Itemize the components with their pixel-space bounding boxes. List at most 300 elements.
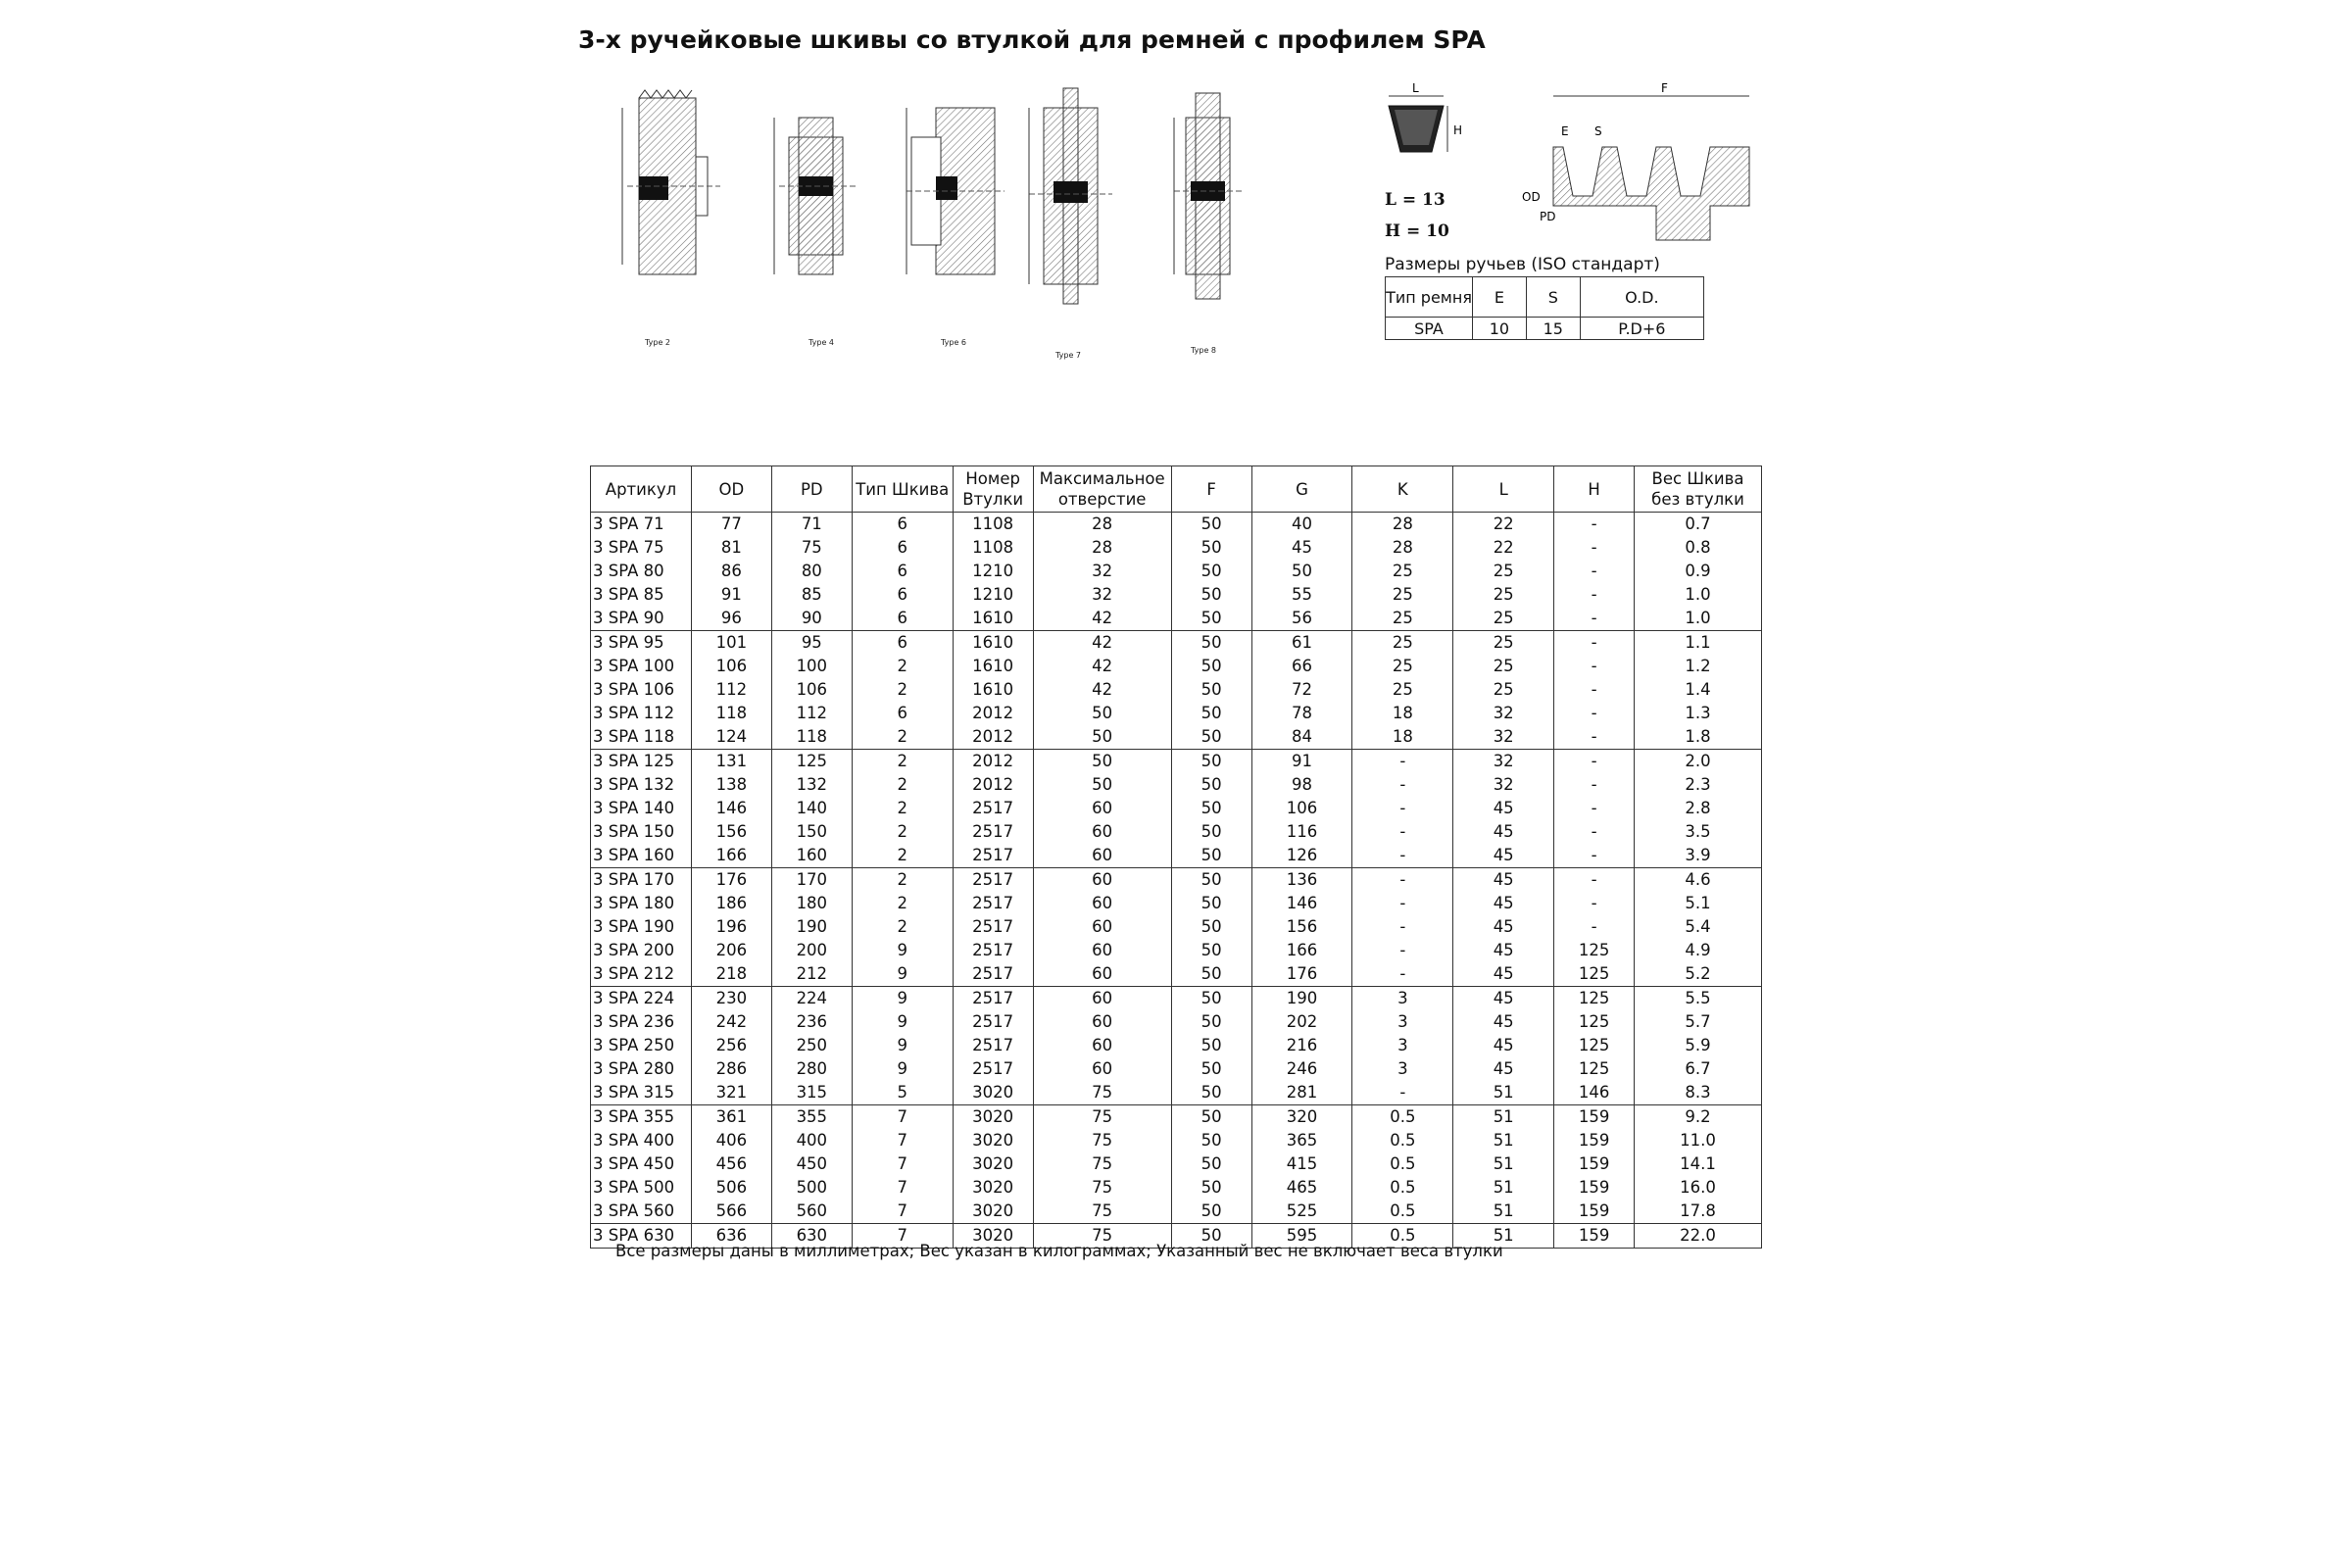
table-cell: 5.7 [1635, 1010, 1762, 1034]
table-cell: 3 SPA 190 [591, 915, 692, 939]
table-cell: 159 [1554, 1200, 1635, 1224]
table-cell: - [1554, 915, 1635, 939]
table-cell: 125 [771, 750, 852, 774]
table-cell: 75 [1033, 1081, 1171, 1105]
table-row [591, 513, 1762, 537]
table-row [591, 987, 1762, 1011]
table-cell: 98 [1251, 773, 1352, 797]
table-cell: 75 [1033, 1152, 1171, 1176]
table-cell: 3 SPA 95 [591, 631, 692, 656]
table-cell: - [1352, 1081, 1453, 1105]
groove-header-cell: S [1526, 277, 1580, 318]
table-cell: 3 SPA 118 [591, 725, 692, 750]
table-cell: 5.5 [1635, 987, 1762, 1011]
table-cell: 32 [1453, 773, 1554, 797]
table-cell: 50 [1171, 962, 1251, 987]
table-cell: 50 [1171, 987, 1251, 1011]
table-cell: 50 [1171, 915, 1251, 939]
table-cell: 525 [1251, 1200, 1352, 1224]
table-cell: 45 [1453, 987, 1554, 1011]
table-cell: 2012 [953, 750, 1033, 774]
table-cell: 2517 [953, 868, 1033, 893]
table-cell: 25 [1453, 583, 1554, 607]
table-cell: 75 [1033, 1105, 1171, 1130]
table-cell: 50 [1171, 1200, 1251, 1224]
table-cell: 106 [771, 678, 852, 702]
table-cell: 50 [1171, 1176, 1251, 1200]
table-cell: 2012 [953, 773, 1033, 797]
table-cell: 7 [852, 1152, 953, 1176]
table-cell: 16.0 [1635, 1176, 1762, 1200]
table-cell: 6 [852, 560, 953, 583]
table-cell: 2517 [953, 987, 1033, 1011]
table-cell: 3 SPA 212 [591, 962, 692, 987]
table-cell: 60 [1033, 962, 1171, 987]
table-row [591, 797, 1762, 820]
table-cell: 45 [1453, 820, 1554, 844]
table-cell: 100 [771, 655, 852, 678]
table-cell: 51 [1453, 1081, 1554, 1105]
column-header: OD [691, 466, 771, 513]
table-cell: 361 [691, 1105, 771, 1130]
table-row [591, 583, 1762, 607]
table-cell: 32 [1453, 725, 1554, 750]
table-cell: 75 [1033, 1200, 1171, 1224]
table-cell: 1610 [953, 607, 1033, 631]
table-cell: - [1554, 655, 1635, 678]
table-cell: 2517 [953, 797, 1033, 820]
table-cell: 75 [771, 536, 852, 560]
table-cell: 25 [1352, 655, 1453, 678]
table-cell: 2517 [953, 962, 1033, 987]
pulley-drawing-type-6 [906, 108, 1004, 347]
table-cell: 85 [771, 583, 852, 607]
table-cell: 224 [771, 987, 852, 1011]
table-cell: 50 [1171, 773, 1251, 797]
table-cell: - [1554, 725, 1635, 750]
table-cell: 2.8 [1635, 797, 1762, 820]
belt-dimension-l: L = 13 [1385, 190, 1446, 210]
table-cell: 202 [1251, 1010, 1352, 1034]
table-cell: 3 SPA 236 [591, 1010, 692, 1034]
table-cell: 3 SPA 224 [591, 987, 692, 1011]
table-cell: 3 SPA 100 [591, 655, 692, 678]
table-cell: 2.3 [1635, 773, 1762, 797]
table-cell: 125 [1554, 1010, 1635, 1034]
table-cell: 0.9 [1635, 560, 1762, 583]
table-cell: 118 [691, 702, 771, 725]
table-cell: 50 [1171, 1105, 1251, 1130]
table-cell: 75 [1033, 1129, 1171, 1152]
table-cell: 3 SPA 75 [591, 536, 692, 560]
table-cell: 60 [1033, 844, 1171, 868]
table-cell: 50 [1171, 939, 1251, 962]
table-cell: 216 [1251, 1034, 1352, 1057]
table-cell: 91 [691, 583, 771, 607]
table-cell: 6 [852, 631, 953, 656]
pulley-type-label-3: Type 6 [941, 338, 967, 347]
table-cell: 28 [1352, 536, 1453, 560]
table-cell: 0.5 [1352, 1224, 1453, 1249]
table-cell: - [1554, 868, 1635, 893]
table-row [591, 939, 1762, 962]
table-cell: 60 [1033, 987, 1171, 1011]
table-cell: 2 [852, 820, 953, 844]
groove-cell: 10 [1473, 318, 1527, 340]
table-cell: - [1554, 536, 1635, 560]
table-cell: 1.8 [1635, 725, 1762, 750]
table-cell: 96 [691, 607, 771, 631]
table-cell: 50 [1171, 583, 1251, 607]
table-row [591, 892, 1762, 915]
table-cell: 159 [1554, 1176, 1635, 1200]
groove-cell: 15 [1526, 318, 1580, 340]
table-cell: 78 [1251, 702, 1352, 725]
table-cell: 3 [1352, 987, 1453, 1011]
table-cell: 170 [771, 868, 852, 893]
belt-l-label: L [1412, 81, 1419, 95]
groove-od-label: OD [1522, 190, 1541, 204]
table-cell: 2517 [953, 1034, 1033, 1057]
groove-s-label: S [1594, 124, 1602, 138]
table-cell: 0.5 [1352, 1176, 1453, 1200]
table-cell: - [1554, 797, 1635, 820]
table-cell: 636 [691, 1224, 771, 1249]
table-cell: 45 [1453, 892, 1554, 915]
table-cell: 2 [852, 892, 953, 915]
table-cell: 51 [1453, 1129, 1554, 1152]
table-cell: 506 [691, 1176, 771, 1200]
table-cell: 355 [771, 1105, 852, 1130]
table-cell: 25 [1453, 560, 1554, 583]
table-cell: 125 [1554, 1034, 1635, 1057]
groove-f-label: F [1661, 81, 1668, 95]
table-cell: 3020 [953, 1200, 1033, 1224]
table-cell: 51 [1453, 1224, 1554, 1249]
table-cell: 6 [852, 607, 953, 631]
table-cell: 32 [1453, 750, 1554, 774]
table-cell: 50 [1171, 513, 1251, 537]
table-cell: 3 SPA 280 [591, 1057, 692, 1081]
table-cell: 3 SPA 500 [591, 1176, 692, 1200]
table-row [591, 1152, 1762, 1176]
table-cell: 2517 [953, 939, 1033, 962]
table-cell: 2517 [953, 892, 1033, 915]
column-header: L [1453, 466, 1554, 513]
table-cell: 230 [691, 987, 771, 1011]
table-cell: 2 [852, 844, 953, 868]
table-cell: 236 [771, 1010, 852, 1034]
table-row [591, 607, 1762, 631]
table-cell: 146 [1251, 892, 1352, 915]
table-cell: 50 [1171, 725, 1251, 750]
table-cell: 2012 [953, 725, 1033, 750]
table-cell: 2 [852, 678, 953, 702]
table-cell: 3.5 [1635, 820, 1762, 844]
table-cell: 25 [1352, 678, 1453, 702]
table-cell: 9 [852, 1010, 953, 1034]
table-cell: 166 [1251, 939, 1352, 962]
table-cell: 50 [1171, 607, 1251, 631]
table-row [591, 536, 1762, 560]
table-cell: 3 SPA 150 [591, 820, 692, 844]
table-cell: 50 [1171, 655, 1251, 678]
groove-sizes-table [1385, 276, 1704, 340]
table-cell: 28 [1352, 513, 1453, 537]
table-row [591, 962, 1762, 987]
table-cell: - [1352, 915, 1453, 939]
table-cell: 159 [1554, 1152, 1635, 1176]
table-cell: 106 [1251, 797, 1352, 820]
table-cell: 3020 [953, 1105, 1033, 1130]
table-cell: - [1352, 868, 1453, 893]
table-cell: 2517 [953, 1057, 1033, 1081]
table-cell: 321 [691, 1081, 771, 1105]
table-cell: 176 [691, 868, 771, 893]
table-cell: 3 SPA 200 [591, 939, 692, 962]
table-cell: 25 [1352, 560, 1453, 583]
groove-sizes-caption: Размеры ручьев (ISO стандарт) [1385, 255, 1660, 274]
table-cell: 0.5 [1352, 1129, 1453, 1152]
table-cell: 116 [1251, 820, 1352, 844]
table-cell: 218 [691, 962, 771, 987]
table-cell: 118 [771, 725, 852, 750]
table-cell: 200 [771, 939, 852, 962]
table-cell: 50 [1171, 868, 1251, 893]
column-header: G [1251, 466, 1352, 513]
table-cell: 45 [1453, 962, 1554, 987]
table-cell: 1.4 [1635, 678, 1762, 702]
table-cell: 186 [691, 892, 771, 915]
belt-h-label: H [1453, 123, 1463, 137]
table-cell: 25 [1352, 607, 1453, 631]
table-row [591, 1129, 1762, 1152]
table-cell: 50 [1171, 892, 1251, 915]
table-cell: 1610 [953, 655, 1033, 678]
table-row [591, 1010, 1762, 1034]
table-cell: 72 [1251, 678, 1352, 702]
table-cell: 7 [852, 1105, 953, 1130]
table-cell: 60 [1033, 868, 1171, 893]
column-header: K [1352, 466, 1453, 513]
table-cell: 45 [1453, 1010, 1554, 1034]
table-cell: 28 [1033, 536, 1171, 560]
table-cell: 6 [852, 702, 953, 725]
table-cell: 25 [1352, 583, 1453, 607]
table-cell: 50 [1171, 1129, 1251, 1152]
table-cell: 190 [771, 915, 852, 939]
table-cell: 9 [852, 1057, 953, 1081]
table-cell: 246 [1251, 1057, 1352, 1081]
table-cell: 3 SPA 112 [591, 702, 692, 725]
table-cell: 0.5 [1352, 1152, 1453, 1176]
table-cell: 6 [852, 583, 953, 607]
table-cell: 406 [691, 1129, 771, 1152]
pulley-drawing-type-4 [774, 118, 858, 347]
table-cell: 9 [852, 1034, 953, 1057]
table-cell: - [1352, 962, 1453, 987]
table-cell: 55 [1251, 583, 1352, 607]
table-row [591, 773, 1762, 797]
table-cell: 7 [852, 1200, 953, 1224]
table-cell: 77 [691, 513, 771, 537]
table-cell: 3 SPA 250 [591, 1034, 692, 1057]
table-cell: 9 [852, 939, 953, 962]
table-cell: 150 [771, 820, 852, 844]
table-cell: 32 [1033, 583, 1171, 607]
table-cell: 3 [1352, 1034, 1453, 1057]
table-cell: 242 [691, 1010, 771, 1034]
table-cell: 1610 [953, 678, 1033, 702]
column-header: Тип Шкива [852, 466, 953, 513]
pulley-type-label-4: Type 7 [1055, 351, 1082, 360]
table-cell: 3 SPA 140 [591, 797, 692, 820]
table-cell: 2517 [953, 915, 1033, 939]
table-cell: 1210 [953, 560, 1033, 583]
table-cell: 45 [1251, 536, 1352, 560]
table-cell: 1610 [953, 631, 1033, 656]
table-cell: 456 [691, 1152, 771, 1176]
table-cell: 166 [691, 844, 771, 868]
table-cell: 156 [691, 820, 771, 844]
pulley-spec-table [590, 466, 1762, 1249]
table-cell: 465 [1251, 1176, 1352, 1200]
table-cell: 3 SPA 400 [591, 1129, 692, 1152]
table-cell: 40 [1251, 513, 1352, 537]
table-cell: 71 [771, 513, 852, 537]
table-cell: 3 SPA 125 [591, 750, 692, 774]
table-cell: - [1554, 678, 1635, 702]
table-cell: 3.9 [1635, 844, 1762, 868]
table-cell: - [1352, 797, 1453, 820]
table-cell: 101 [691, 631, 771, 656]
table-cell: 1.3 [1635, 702, 1762, 725]
table-cell: 18 [1352, 702, 1453, 725]
table-cell: 286 [691, 1057, 771, 1081]
table-cell: 80 [771, 560, 852, 583]
table-row [591, 844, 1762, 868]
table-cell: 131 [691, 750, 771, 774]
table-cell: 42 [1033, 607, 1171, 631]
table-cell: 45 [1453, 797, 1554, 820]
table-cell: 132 [771, 773, 852, 797]
table-row [591, 1081, 1762, 1105]
table-cell: 500 [771, 1176, 852, 1200]
table-cell: 1210 [953, 583, 1033, 607]
table-cell: 51 [1453, 1176, 1554, 1200]
table-cell: 2012 [953, 702, 1033, 725]
table-cell: 3 SPA 71 [591, 513, 692, 537]
table-cell: 2 [852, 797, 953, 820]
page-title: 3-х ручейковые шкивы со втулкой для ремней с профилем SPA [578, 25, 1486, 54]
table-row [591, 560, 1762, 583]
table-cell: 5.1 [1635, 892, 1762, 915]
table-cell: 1.1 [1635, 631, 1762, 656]
table-cell: 106 [691, 655, 771, 678]
table-cell: - [1554, 820, 1635, 844]
table-cell: 450 [771, 1152, 852, 1176]
table-cell: 50 [1171, 1034, 1251, 1057]
table-cell: 42 [1033, 678, 1171, 702]
table-cell: 315 [771, 1081, 852, 1105]
table-cell: 95 [771, 631, 852, 656]
pulley-type-label-2: Type 4 [808, 338, 835, 347]
table-cell: 0.7 [1635, 513, 1762, 537]
table-cell: 6 [852, 513, 953, 537]
groove-sizes-row [1386, 318, 1704, 340]
table-header-row [591, 466, 1762, 513]
table-cell: 190 [1251, 987, 1352, 1011]
footnote: Все размеры даны в миллиметрах; Вес указан в килограммах; Указанный вес не включает веса втулки [615, 1242, 1503, 1260]
pulley-drawing-type-7 [1029, 88, 1112, 360]
table-cell: 51 [1453, 1200, 1554, 1224]
table-cell: 2517 [953, 844, 1033, 868]
column-header: H [1554, 466, 1635, 513]
table-cell: 595 [1251, 1224, 1352, 1249]
table-cell: 50 [1033, 773, 1171, 797]
table-cell: 45 [1453, 1057, 1554, 1081]
table-cell: 86 [691, 560, 771, 583]
table-cell: 84 [1251, 725, 1352, 750]
table-cell: 125 [1554, 987, 1635, 1011]
table-cell: 2 [852, 868, 953, 893]
table-cell: 50 [1171, 678, 1251, 702]
table-row [591, 820, 1762, 844]
table-cell: 159 [1554, 1224, 1635, 1249]
groove-cell: P.D+6 [1580, 318, 1703, 340]
table-cell: 22.0 [1635, 1224, 1762, 1249]
table-cell: 2 [852, 773, 953, 797]
table-cell: 250 [771, 1034, 852, 1057]
column-header: F [1171, 466, 1251, 513]
table-row [591, 678, 1762, 702]
table-cell: 1.0 [1635, 583, 1762, 607]
groove-header-cell: E [1473, 277, 1527, 318]
belt-dimension-h: H = 10 [1385, 221, 1449, 241]
table-cell: - [1554, 750, 1635, 774]
table-cell: - [1352, 820, 1453, 844]
column-header: PD [771, 466, 852, 513]
table-cell: 125 [1554, 1057, 1635, 1081]
table-cell: 0.5 [1352, 1105, 1453, 1130]
table-cell: 25 [1453, 631, 1554, 656]
table-cell: - [1352, 939, 1453, 962]
table-cell: 3 SPA 450 [591, 1152, 692, 1176]
table-cell: 320 [1251, 1105, 1352, 1130]
table-cell: 112 [771, 702, 852, 725]
table-cell: 256 [691, 1034, 771, 1057]
table-cell: 3 SPA 106 [591, 678, 692, 702]
table-cell: 50 [1171, 560, 1251, 583]
table-cell: 3 SPA 85 [591, 583, 692, 607]
pulley-drawing-type-2 [622, 90, 720, 347]
table-cell: 50 [1033, 750, 1171, 774]
table-cell: 14.1 [1635, 1152, 1762, 1176]
table-cell: - [1352, 892, 1453, 915]
table-cell: 56 [1251, 607, 1352, 631]
table-cell: 3 SPA 630 [591, 1224, 692, 1249]
column-header: Вес Шкива без втулки [1635, 466, 1762, 513]
table-cell: 60 [1033, 892, 1171, 915]
table-cell: 124 [691, 725, 771, 750]
table-row [591, 631, 1762, 656]
table-row [591, 725, 1762, 750]
groove-e-label: E [1561, 124, 1569, 138]
table-cell: 1108 [953, 513, 1033, 537]
table-cell: 60 [1033, 1034, 1171, 1057]
table-cell: 17.8 [1635, 1200, 1762, 1224]
table-cell: 0.5 [1352, 1200, 1453, 1224]
